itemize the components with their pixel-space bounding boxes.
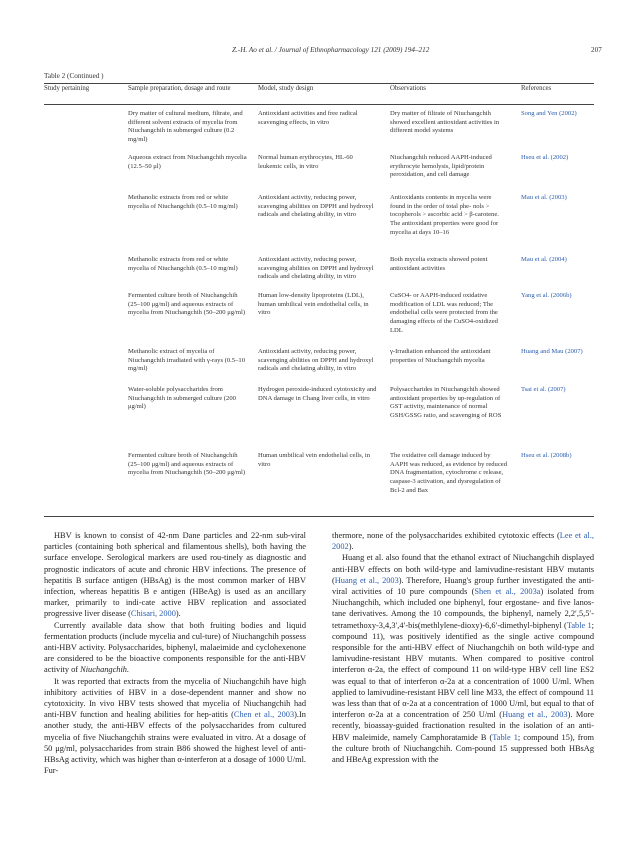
cell-model: Antioxidant activities and free radical scavenging effects, in vitro (258, 110, 358, 126)
cell-sample: Fermented culture broth of Niuchangchih (25–100 μg/ml) and aqueous extracts of mycelia from Niuchangchih (50–200 μg/ml) (128, 452, 246, 477)
body-column-right (332, 530, 594, 765)
table-top-rule (44, 83, 594, 84)
table-caption: Table 2 (Continued ) (44, 72, 104, 80)
citation-link[interactable]: Chisari, 2000 (130, 609, 176, 619)
paragraph: HBV is known to consist of 42-nm Dane particles and 22-nm sub-viral particles (containing both spherical and filamentous shells), both having the surface envelope. Serological markers are used rou-tinely as diagnostic and prognostic indicators of acute and chronic HBV infections. The presence of hepatitis B surface antigen (HBsAg) is the most common marker of HBV infection, whereas hepatitis B e antigen (HBeAg) is used as an ancillary marker, primarily to indi-cate active HBV replication and associated progressive liver disease (Chisari, 2000). (44, 531, 306, 619)
cell-model: Human low-density lipoproteins (LDL), human umbilical vein endothelial cells, in vitro (258, 292, 369, 317)
cell-sample: Fermented culture broth of Niuchangchih (25–100 μg/ml) and aqueous extracts of mycelia from Niuchangchih (50–200 μg/ml) (128, 292, 246, 317)
cell-observations: Antioxidants contents in mycelia were found in the order of total phe- nols > tocopherols > ascorbic acid > β-carotene. The antioxidant properties were good for mycelia at days 10–16 (390, 194, 499, 236)
cell-observations: Dry matter of filtrate of Niuchangchih showed excellent antioxidant activities in different model systems (390, 110, 500, 135)
cell-sample: Dry matter of cultural medium, filtrate, and different solvent extracts of mycelia from Niuchangchih in submerged culture (0.2 mg/ml) (128, 110, 243, 144)
cell-sample: Methanolic extracts from red or white mycelia of Niuchangchih (0.5–10 mg/ml) (128, 256, 238, 272)
paragraph: Currently available data show that both fruiting bodies and liquid fermentation products (include mycelia and cul-ture) of Niuchangchih possess anti-HBV activity. Polysaccharides, biphenyl, malaeimide and cyclohexenone are considered to be the bioactive components responsible for the anti-HBV activity of Niuchangchih. (44, 620, 306, 675)
cell-reference-link[interactable]: Hseu et al. (2008b) (521, 452, 572, 459)
header-model: Model, study design (258, 85, 314, 92)
header-observations: Observations (390, 85, 426, 92)
cell-model: Normal human erythrocytes, HL-60 leukemic cells, in vitro (258, 154, 353, 170)
header-study: Study pertaining (44, 85, 90, 92)
cell-observations: Niuchangchih reduced AAPH-induced erythrocyte hemolysis, lipid/protein peroxidation, and cell damage (390, 154, 492, 179)
cell-reference-link[interactable]: Song and Yen (2002) (521, 110, 577, 117)
table-bottom-rule (44, 516, 594, 517)
citation-link[interactable]: Table 1 (492, 732, 518, 742)
cell-model: Antioxidant activity, reducing power, scavenging abilities on DPPH and hydroxyl radicals and chelating ability, in vitro (258, 348, 374, 373)
cell-reference-link[interactable]: Yang et al. (2006b) (521, 292, 572, 299)
cell-reference-link[interactable]: Tsai et al. (2007) (521, 386, 566, 393)
cell-sample: Methanolic extracts from red or white mycelia of Niuchangchih (0.5–10 mg/ml) (128, 194, 238, 210)
table-header-rule (44, 104, 594, 105)
cell-observations: The oxidative cell damage induced by AAPH was reduced, as evidence by reduced DNA fragmentation, cytochrome c release, caspase-3 activation, and dysregulation of Bcl-2 and Bax (390, 452, 507, 494)
page-number: 207 (591, 46, 602, 54)
citation-link[interactable]: Table 1 (566, 620, 592, 630)
paragraph: thermore, none of the polysaccharides exhibited cytotoxic effects (Lee et al., 2002). (332, 531, 594, 552)
paragraph: Huang et al. also found that the ethanol extract of Niuchangchih displayed anti-HBV effects on both wild-type and lamivudine-resistant HBV mutants (Huang et al., 2003). Therefore, Huang's group further investigated the anti-viral activities of 10 pure compounds (Shen et al., 2003a) isolated from Niuchangchih, which included one biphenyl, four ergostane- and five lanos-tane derivatives. Among the 10 compounds, the biphenyl, namely 2,2′,5,5′-tetramethoxy-3,4,3′,4′-bis(methlylene-dioxy)-6,6′-dimethyl-biphenyl (Table 1; compound 11), was positively identified as the single active compound responsible for the anti-HBV effect of Niuchangchih on both wild-type and lamivudine-resistant HBV mutants. When compared to positive control interferon α-2a, the effect of compound 11 on wild-type HBV cell line ES2 was equal to that of interferon α-2a at a concentration of 1000 U/ml. When applied to lamivudine-resistant HBV cell line M33, the effect of compound 11 was less than that of α-2a at a concentration of 1000 U/ml, but equal to that of interferon α-2a at a concentration of 250 U/ml (Huang et al., 2003). More recently, bioassay-guided fractionation resulted in the isolation of an anti-HBV maleimide, namely Camphoratamide B (Table 1; compound 15), from the culture broth of Niuchangchih. Com-pound 15 suppressed both HBsAg and HBeAg expression with the (332, 553, 595, 765)
cell-model: Human umbilical vein endothelial cells, in vitro (258, 452, 371, 468)
cell-sample: Aqueous extract from Niuchangchih mycelia (12.5–50 μl) (128, 154, 247, 170)
citation-link[interactable]: Shen et al., 2003a (474, 587, 541, 597)
cell-reference-link[interactable]: Mau et al. (2004) (521, 256, 567, 263)
cell-observations: CuSO4- or AAPH-induced oxidative modification of LDL was reduced; The endothelial cells were protected from the damaging effects of the CuSO4-oxidized LDL (390, 292, 498, 334)
citation-link[interactable]: Huang et al., 2003 (502, 710, 568, 720)
citation-link[interactable]: Chen et al., 2003 (233, 710, 295, 720)
cell-reference-link[interactable]: Huang and Mau (2007) (521, 348, 583, 355)
cell-observations: Polysaccharides in Niuchangchih showed antioxidant properties by up-regulation of GST activity, maintenance of normal GSH/GSSG ratio, and scavenging of ROS (390, 386, 502, 420)
citation-link[interactable]: Huang et al., 2003 (334, 575, 399, 585)
cell-sample: Water-soluble polysaccharides from Niuchangchih in submerged culture (200 μg/ml) (128, 386, 236, 411)
cell-model: Antioxidant activity, reducing power, scavenging abilities on DPPH and hydroxyl radicals and chelating ability, in vitro (258, 194, 374, 219)
cell-observations: Both mycelia extracts showed potent antioxidant activities (390, 256, 488, 272)
citation-link[interactable]: Lee et al., 2002 (332, 531, 594, 552)
cell-observations: γ-Irradiation enhanced the antioxidant properties of Niuchangchih mycelia (390, 348, 491, 364)
body-column-left (44, 530, 306, 776)
cell-model: Hydrogen peroxide-induced cytotoxicity and DNA damage in Chang liver cells, in vitro (258, 386, 377, 402)
cell-reference-link[interactable]: Hseu et al. (2002) (521, 154, 569, 161)
journal-reference: Z.-H. Ao et al. / Journal of Ethnopharmacology 121 (2009) 194–212 (232, 46, 430, 54)
header-sample: Sample preparation, dosage and route (128, 85, 231, 92)
cell-reference-link[interactable]: Mau et al. (2003) (521, 194, 567, 201)
paragraph: It was reported that extracts from the mycelia of Niuchangchih have high inhibitory activities of HBV in a dose-dependent manner and show no cytotoxicity. In vivo HBV tests showed that mycelia of Niuchangchih had anti-HBV function and healing abilities for hep-atitis (Chen et al., 2003).In another study, the anti-HBV effects of the polysaccharides from cultured mycelia of five Niuchangchih strains were evaluated in vitro. At a dosage of 50 μg/ml, polysaccharides from strain B86 showed the highest level of anti-HBsAg activity, which was higher than α-interferon at a dosage of 1000 U/ml. Fur- (44, 676, 306, 776)
cell-sample: Methanolic extract of mycelia of Niuchangchih irradiated with γ-rays (0.5–10 mg/ml) (128, 348, 245, 373)
header-references: References (521, 85, 552, 92)
cell-model: Antioxidant activity, reducing power, scavenging abilities on DPPH and hydroxyl radicals and chelating ability, in vitro (258, 256, 374, 281)
